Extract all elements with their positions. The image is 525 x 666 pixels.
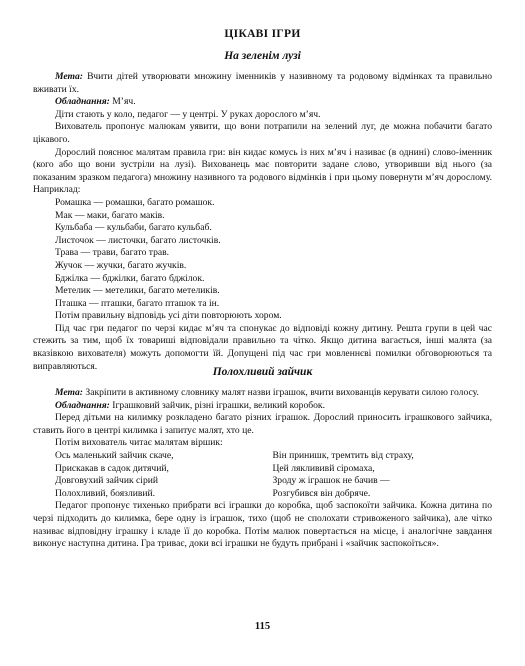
paragraph: Вихователь пропонує малюкам уявити, що вони потрапили на зелений луг, де можна побачити багато цікавого. <box>33 121 492 145</box>
page-number: 115 <box>254 621 271 632</box>
section-title: На зеленім лузі <box>224 50 301 62</box>
section-title: Полохливий зайчик <box>212 366 313 378</box>
example-line: Трава — трави, багато трав. <box>55 247 170 259</box>
paragraph: Діти стають у коло, педагог — у центрі. У руках дорослого м’яч. <box>55 108 321 120</box>
example-line: Метелик — метелики, багато метеликів. <box>55 285 220 297</box>
poem-line: Довговухий зайчик сірий <box>55 475 159 487</box>
example-line: Ромашка — ромашки, багато ромашок. <box>55 196 215 208</box>
example-line: Пташка — пташки, багато пташок та ін. <box>55 297 220 309</box>
goal-label: Мета: <box>55 71 83 82</box>
poem-line: Цей ляклививй сіромаха, <box>272 462 375 474</box>
page-title: ЦІКАВІ ІГРИ <box>224 28 301 40</box>
poem-line: Ось маленький зайчик скаче, <box>55 449 174 461</box>
example-line: Бджілка — бджілки, багато бджілок. <box>55 272 205 284</box>
equipment-text: М’яч. <box>109 96 136 108</box>
poem-line: Прискакав в садок дитячий, <box>55 462 169 474</box>
equipment-text: Іграшковий зайчик, різні іграшки, великий коробок. <box>109 399 325 411</box>
poem <box>33 450 492 500</box>
equipment-label: Обладнання: <box>55 399 110 411</box>
poem-line: Полохливий, боязливий. <box>55 487 156 499</box>
game-section-1 <box>33 50 492 373</box>
goal-paragraph <box>33 71 492 96</box>
example-line: Кульбаба — кульбаби, багато кульбаб. <box>55 222 212 234</box>
poem-line: Він принишк, тремтить від страху, <box>272 449 414 461</box>
example-line: Листочок — листочки, багато листочків. <box>55 234 221 246</box>
equipment-label: Обладнання: <box>55 96 110 108</box>
equipment-paragraph <box>33 400 492 413</box>
paragraph: Потім вихователь читає малятам віршик: <box>55 437 223 449</box>
example-line: Жучок — жучки, багато жучків. <box>55 259 187 271</box>
poem-right-column <box>263 450 493 500</box>
poem-line: Розгубився він добряче. <box>272 487 371 499</box>
example-line: Потім правильну відповідь усі діти повторюють хором. <box>55 310 282 322</box>
paragraph: Дорослий пояснює малятам правила гри: він кидає комусь із них м’яч і називає (в однині) слово-іменник (кого або що вони зустріли на лузі). Вихованець має повторити задане слово, утворивши від нього (за показаним зразком педагога) множину називного та родового відмінків і при цьому повернути м’яч дорослому. Наприклад: <box>33 146 492 196</box>
goal-text: Вчити дітей утворювати множину іменників у називному та родовому відмінках та правильно вживати їх. <box>33 71 492 95</box>
closing-paragraph: Під час гри педагог по черзі кидає м’яч та спонукає до відповіді кожну дитину. Решта групи в цей час стежить за тим, щоб їх товариші відповідали правильно та чітко. Якщо дитина вагається, інші малята (за вказівкою вихователя) можуть допомогти їй. Допущені під час гри мовленнєві помилки обговорюються та виправляються. <box>33 322 492 372</box>
goal-text: Закріпити в активному словнику малят назви іграшок, вчити вихованців керувати силою голосу. <box>82 387 479 398</box>
example-line: Мак — маки, багато маків. <box>55 209 165 221</box>
equipment-paragraph <box>33 96 492 109</box>
game-section-2 <box>33 366 492 551</box>
poem-left-column <box>33 450 263 500</box>
goal-label: Мета: <box>55 387 83 398</box>
poem-line: Зроду ж іграшок не бачив — <box>272 475 390 487</box>
paragraph: Перед дітьми на килимку розкладено багато різних іграшок. Дорослий приносить іграшкового зайчика, ставить його в центрі килимка і запитує малят, хто це. <box>33 412 492 436</box>
closing-paragraph: Педагог пропонує тихенько прибрати всі іграшки до коробка, щоб заспокоїти зайчика. Кожна дитина по черзі підходить до килимка, бере одну із іграшок, тихо (щоб не сполохати стривоженого зайчика), але чітко називає відповідну іграшку і кладе її до коробка. Потім малюк повертається на місце, і аналогічне завдання виконує наступна дитина. Гра триває, доки всі іграшки не будуть прибрані і «зайчик заспокоїться». <box>33 500 492 550</box>
goal-paragraph <box>33 387 492 400</box>
